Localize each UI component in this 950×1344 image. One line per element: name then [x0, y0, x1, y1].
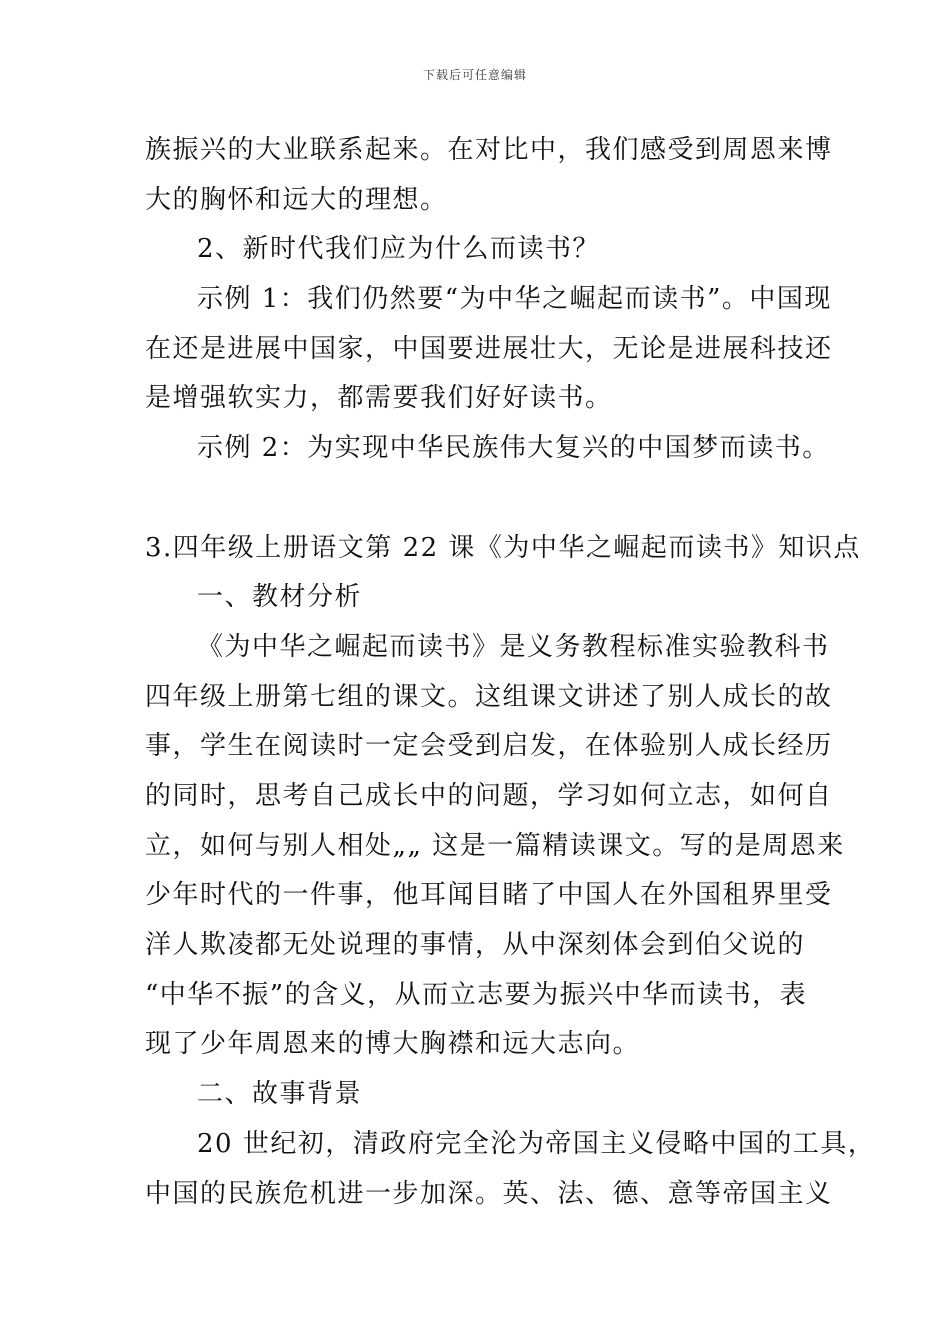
- text-line: 族振兴的大业联系起来。在对比中，我们感受到周恩来博: [145, 135, 833, 165]
- text-line: 的同时，思考自己成长中的问题，学习如何立志，如何自: [145, 781, 833, 811]
- text-line: “中华不振”的含义，从而立志要为振兴中华而读书，表: [145, 980, 808, 1010]
- subsection-heading: 二、故事背景: [197, 1079, 363, 1109]
- text-line: 是增强软实力，都需要我们好好读书。: [145, 383, 613, 413]
- text-line: 20 世纪初，清政府完全沦为帝国主义侵略中国的工具，: [197, 1129, 876, 1159]
- text-line: 示例 1：我们仍然要“为中华之崛起而读书”。中国现: [197, 284, 832, 314]
- text-line: 《为中华之崛起而读书》是义务教程标准实验教科书: [197, 632, 830, 662]
- text-line: 少年时代的一件事，他耳闻目睹了中国人在外国租界里受: [145, 880, 833, 910]
- page-header: 下载后可任意编辑: [422, 68, 527, 82]
- text-line: 中国的民族危机进一步加深。英、法、德、意等帝国主义: [145, 1179, 833, 1209]
- text-line: 洋人欺凌都无处说理的事情，从中深刻体会到伯父说的: [145, 930, 806, 960]
- text-line: 大的胸怀和远大的理想。: [145, 185, 448, 215]
- text-line: 现了少年周恩来的博大胸襟和远大志向。: [145, 1029, 641, 1059]
- subsection-heading: 一、教材分析: [197, 582, 363, 612]
- section-heading: 3.四年级上册语文第 22 课《为中华之崛起而读书》知识点: [145, 533, 861, 563]
- text-line: 在还是进展中国家，中国要进展壮大，无论是进展科技还: [145, 334, 833, 364]
- text-line: 立，如何与别人相处„„ 这是一篇精读课文。写的是周恩来: [145, 831, 845, 861]
- text-line: 2、新时代我们应为什么而读书？: [197, 234, 601, 264]
- text-line: 示例 2：为实现中华民族伟大复兴的中国梦而读书。: [197, 433, 830, 463]
- text-line: 四年级上册第七组的课文。这组课文讲述了别人成长的故: [145, 682, 833, 712]
- text-line: 事，学生在阅读时一定会受到启发，在体验别人成长经历: [145, 731, 833, 761]
